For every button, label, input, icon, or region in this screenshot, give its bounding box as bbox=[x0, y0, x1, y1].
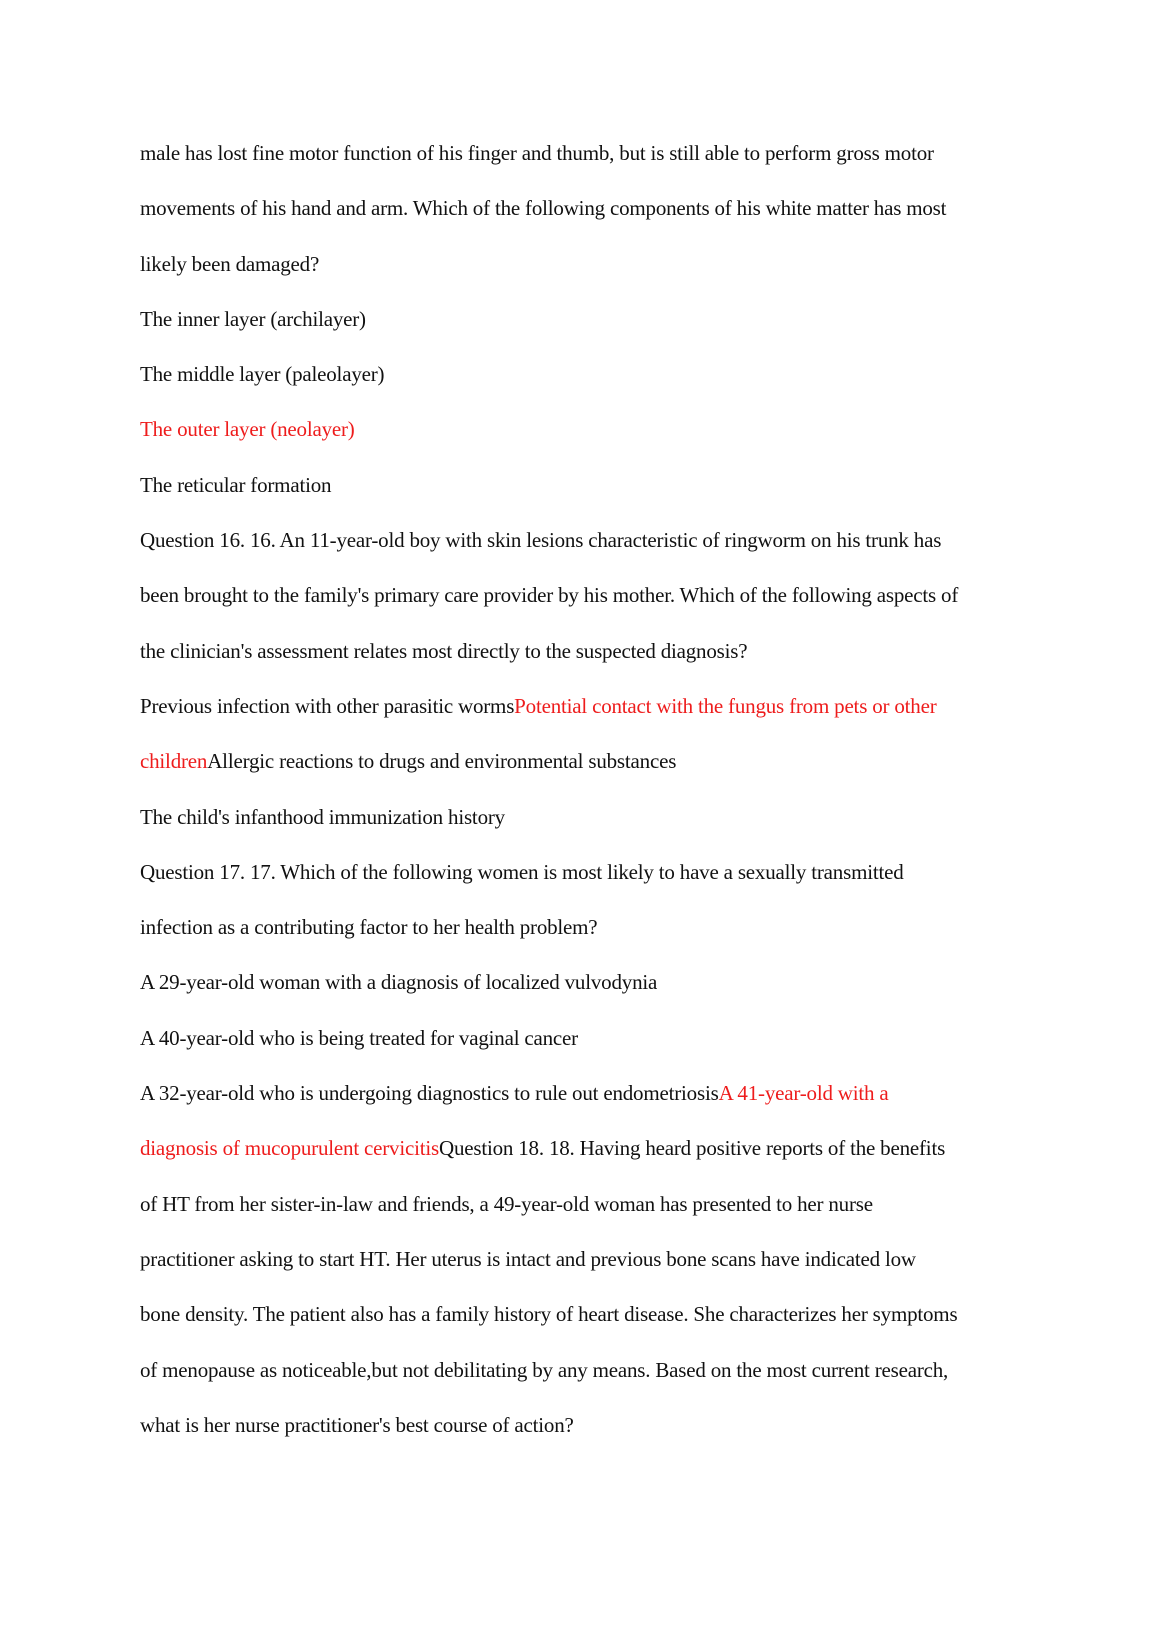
q15-stem-line-2: movements of his hand and arm. Which of the following components of his white matter has most bbox=[140, 196, 947, 221]
q17-option-b: A 40-year-old who is being treated for vaginal cancer bbox=[140, 1025, 578, 1050]
q17-options-line-cd bbox=[140, 1066, 1040, 1121]
q16-option-b-correct-part-1: Potential contact with the fungus from pets or other bbox=[514, 693, 937, 718]
q15-stem-line-3: likely been damaged? bbox=[140, 251, 320, 276]
q15-option-c-correct: The outer layer (neolayer) bbox=[140, 417, 355, 442]
q16-stem-line-3: the clinician's assessment relates most directly to the suspected diagnosis? bbox=[140, 638, 748, 663]
q16-stem-line-2: been brought to the family's primary care provider by his mother. Which of the following aspects of bbox=[140, 583, 959, 608]
q18-stem-first: Question 18. 18. Having heard positive reports of the benefits bbox=[438, 1136, 946, 1161]
q16-option-c: Allergic reactions to drugs and environmental substances bbox=[207, 749, 677, 774]
document-body bbox=[140, 126, 1040, 1453]
q16-options-line-1 bbox=[140, 679, 1040, 734]
q17-option-d-correct-part-2: diagnosis of mucopurulent cervicitis bbox=[140, 1136, 439, 1161]
q17-option-c: A 32-year-old who is undergoing diagnostics to rule out endometriosis bbox=[140, 1081, 719, 1106]
q16-option-d: The child's infanthood immunization history bbox=[140, 804, 505, 829]
q16-options-line-2 bbox=[140, 734, 1040, 789]
q17-option-d-correct-part-1: A 41-year-old with a bbox=[718, 1081, 889, 1106]
q16-option-a: Previous infection with other parasitic worms bbox=[140, 693, 515, 718]
q15-option-a: The inner layer (archilayer) bbox=[140, 306, 366, 331]
q16-stem-line-1: Question 16. 16. An 11-year-old boy with skin lesions characteristic of ringworm on his trunk has bbox=[140, 528, 942, 553]
q18-stem-line-2: of HT from her sister-in-law and friends, a 49-year-old woman has presented to her nurse bbox=[140, 1191, 873, 1216]
q15-option-b: The middle layer (paleolayer) bbox=[140, 362, 385, 387]
q15-option-d: The reticular formation bbox=[140, 472, 332, 497]
q17-option-a: A 29-year-old woman with a diagnosis of localized vulvodynia bbox=[140, 970, 658, 995]
q15-stem-line-1: male has lost fine motor function of his finger and thumb, but is still able to perform gross motor bbox=[140, 141, 934, 165]
q17-stem-line-1: Question 17. 17. Which of the following women is most likely to have a sexually transmitted bbox=[140, 859, 904, 884]
q17-q18-transition-line bbox=[140, 1121, 1040, 1176]
q16-option-b-correct-part-2: children bbox=[140, 749, 208, 774]
q18-stem-line-3: practitioner asking to start HT. Her uterus is intact and previous bone scans have indicated low bbox=[140, 1246, 916, 1271]
q18-stem-line-6: what is her nurse practitioner's best course of action? bbox=[140, 1412, 574, 1437]
q17-stem-line-2: infection as a contributing factor to her health problem? bbox=[140, 915, 598, 940]
q18-stem-line-5: of menopause as noticeable,but not debilitating by any means. Based on the most current research, bbox=[140, 1357, 949, 1382]
q18-stem-line-4: bone density. The patient also has a family history of heart disease. She characterizes her symptoms bbox=[140, 1302, 958, 1327]
